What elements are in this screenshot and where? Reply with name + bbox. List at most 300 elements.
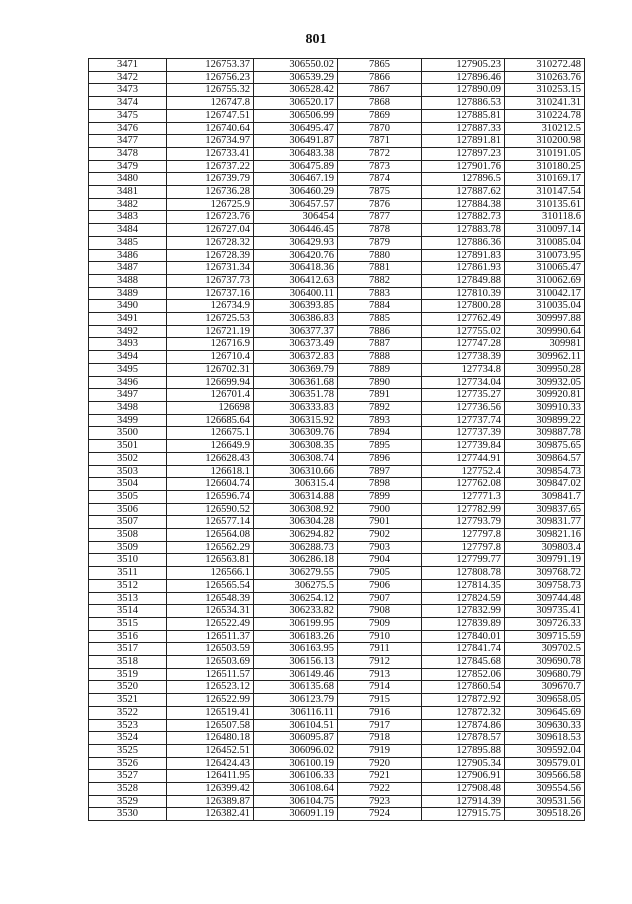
- coordinate-x-right: 127797.8: [422, 541, 505, 554]
- table-row: [89, 617, 585, 630]
- point-id-left: 3496: [89, 376, 167, 389]
- coordinate-y-left: 306104.51: [254, 719, 338, 732]
- table-row: [89, 401, 585, 414]
- coordinate-x-left: 126737.73: [167, 274, 254, 287]
- coordinate-x-left: 126723.76: [167, 211, 254, 224]
- coordinate-y-left: 306315.92: [254, 414, 338, 427]
- table-row: [89, 643, 585, 656]
- table-row: [89, 516, 585, 529]
- table-row: [89, 465, 585, 478]
- point-id-right: 7890: [338, 376, 422, 389]
- coordinate-y-left: 306149.46: [254, 668, 338, 681]
- coordinate-y-left: 306310.66: [254, 465, 338, 478]
- point-id-right: 7905: [338, 567, 422, 580]
- coordinate-y-right: 309735.41: [505, 605, 585, 618]
- table-row: [89, 427, 585, 440]
- coordinate-y-left: 306275.5: [254, 579, 338, 592]
- point-id-right: 7908: [338, 605, 422, 618]
- coordinate-y-right: 309910.33: [505, 401, 585, 414]
- coordinate-x-right: 127895.88: [422, 744, 505, 757]
- coordinate-y-left: 306308.92: [254, 503, 338, 516]
- coordinate-x-left: 126511.37: [167, 630, 254, 643]
- coordinate-x-right: 127887.33: [422, 122, 505, 135]
- point-id-right: 7884: [338, 300, 422, 313]
- table-row: [89, 668, 585, 681]
- coordinate-x-right: 127797.8: [422, 529, 505, 542]
- point-id-right: 7901: [338, 516, 422, 529]
- coordinate-y-right: 309831.77: [505, 516, 585, 529]
- point-id-left: 3502: [89, 452, 167, 465]
- point-id-right: 7888: [338, 351, 422, 364]
- coordinate-y-right: 309592.04: [505, 744, 585, 757]
- table-row: [89, 783, 585, 796]
- point-id-left: 3509: [89, 541, 167, 554]
- point-id-left: 3476: [89, 122, 167, 135]
- coordinate-y-left: 306400.11: [254, 287, 338, 300]
- coordinate-y-right: 309875.65: [505, 440, 585, 453]
- coordinate-y-left: 306135.68: [254, 681, 338, 694]
- coordinate-x-left: 126701.4: [167, 389, 254, 402]
- coordinate-y-left: 306386.83: [254, 313, 338, 326]
- coordinate-x-right: 127891.83: [422, 249, 505, 262]
- table-row: [89, 744, 585, 757]
- coordinate-x-left: 126618.1: [167, 465, 254, 478]
- coordinate-x-right: 127737.74: [422, 414, 505, 427]
- coordinate-y-right: 309726.33: [505, 617, 585, 630]
- table-row: [89, 84, 585, 97]
- coordinate-x-left: 126675.1: [167, 427, 254, 440]
- point-id-right: 7870: [338, 122, 422, 135]
- coordinate-y-left: 306412.63: [254, 274, 338, 287]
- point-id-right: 7896: [338, 452, 422, 465]
- coordinate-x-right: 127824.59: [422, 592, 505, 605]
- point-id-left: 3483: [89, 211, 167, 224]
- point-id-left: 3475: [89, 109, 167, 122]
- coordinate-x-left: 126566.1: [167, 567, 254, 580]
- coordinate-x-right: 127737.39: [422, 427, 505, 440]
- point-id-left: 3505: [89, 490, 167, 503]
- coordinate-x-right: 127832.99: [422, 605, 505, 618]
- point-id-right: 7871: [338, 135, 422, 148]
- point-id-right: 7907: [338, 592, 422, 605]
- coordinate-y-left: 306506.99: [254, 109, 338, 122]
- coordinate-x-right: 127887.62: [422, 186, 505, 199]
- point-id-right: 7921: [338, 770, 422, 783]
- coordinate-y-right: 310169.17: [505, 173, 585, 186]
- coordinate-y-right: 309837.65: [505, 503, 585, 516]
- point-id-right: 7922: [338, 783, 422, 796]
- point-id-right: 7883: [338, 287, 422, 300]
- point-id-right: 7889: [338, 363, 422, 376]
- coordinate-y-left: 306528.42: [254, 84, 338, 97]
- page-number: 801: [305, 32, 327, 47]
- point-id-left: 3504: [89, 478, 167, 491]
- table-row: [89, 97, 585, 110]
- coordinate-y-right: 309791.19: [505, 554, 585, 567]
- table-row: [89, 338, 585, 351]
- coordinate-y-left: 306104.75: [254, 795, 338, 808]
- coordinate-x-right: 127884.38: [422, 198, 505, 211]
- point-id-left: 3499: [89, 414, 167, 427]
- coordinate-x-left: 126519.41: [167, 706, 254, 719]
- point-id-right: 7915: [338, 694, 422, 707]
- point-id-right: 7906: [338, 579, 422, 592]
- coordinate-y-right: 309702.5: [505, 643, 585, 656]
- coordinate-x-left: 126699.94: [167, 376, 254, 389]
- point-id-right: 7904: [338, 554, 422, 567]
- coordinate-y-right: 309932.05: [505, 376, 585, 389]
- point-id-right: 7865: [338, 59, 422, 72]
- coordinate-y-right: 309554.56: [505, 783, 585, 796]
- table-row: [89, 630, 585, 643]
- coordinate-y-right: 309744.48: [505, 592, 585, 605]
- table-row: [89, 147, 585, 160]
- point-id-right: 7866: [338, 71, 422, 84]
- coordinate-y-right: 309847.02: [505, 478, 585, 491]
- point-id-left: 3474: [89, 97, 167, 110]
- coordinate-x-left: 126399.42: [167, 783, 254, 796]
- coordinate-y-left: 306183.26: [254, 630, 338, 643]
- coordinate-x-left: 126710.4: [167, 351, 254, 364]
- coordinate-x-right: 127878.57: [422, 732, 505, 745]
- coordinate-x-left: 126721.19: [167, 325, 254, 338]
- table-row: [89, 351, 585, 364]
- table-row: [89, 694, 585, 707]
- coordinate-x-right: 127861.93: [422, 262, 505, 275]
- coordinate-y-left: 306467.19: [254, 173, 338, 186]
- coordinate-y-right: 309768.72: [505, 567, 585, 580]
- coordinate-x-right: 127896.46: [422, 71, 505, 84]
- coordinate-x-right: 127814.35: [422, 579, 505, 592]
- table-row: [89, 567, 585, 580]
- coordinate-y-left: 306108.64: [254, 783, 338, 796]
- coordinate-y-left: 306233.82: [254, 605, 338, 618]
- table-row: [89, 490, 585, 503]
- coordinate-x-right: 127747.28: [422, 338, 505, 351]
- point-id-right: 7879: [338, 236, 422, 249]
- coordinate-y-left: 306308.74: [254, 452, 338, 465]
- table-row: [89, 313, 585, 326]
- table-row: [89, 656, 585, 669]
- point-id-left: 3529: [89, 795, 167, 808]
- table-row: [89, 541, 585, 554]
- point-id-right: 7873: [338, 160, 422, 173]
- table-row: [89, 300, 585, 313]
- coordinate-x-left: 126649.9: [167, 440, 254, 453]
- point-id-left: 3472: [89, 71, 167, 84]
- coordinate-x-left: 126503.69: [167, 656, 254, 669]
- table-row: [89, 274, 585, 287]
- coordinate-y-left: 306393.85: [254, 300, 338, 313]
- point-id-right: 7892: [338, 401, 422, 414]
- point-id-left: 3481: [89, 186, 167, 199]
- coordinate-x-right: 127901.76: [422, 160, 505, 173]
- point-id-left: 3493: [89, 338, 167, 351]
- coordinate-x-left: 126739.79: [167, 173, 254, 186]
- coordinate-y-left: 306351.78: [254, 389, 338, 402]
- point-id-left: 3490: [89, 300, 167, 313]
- coordinate-y-left: 306372.83: [254, 351, 338, 364]
- point-id-right: 7903: [338, 541, 422, 554]
- point-id-right: 7877: [338, 211, 422, 224]
- coordinate-y-right: 310200.98: [505, 135, 585, 148]
- point-id-left: 3517: [89, 643, 167, 656]
- point-id-right: 7919: [338, 744, 422, 757]
- point-id-left: 3519: [89, 668, 167, 681]
- point-id-left: 3515: [89, 617, 167, 630]
- point-id-left: 3528: [89, 783, 167, 796]
- coordinate-x-left: 126725.9: [167, 198, 254, 211]
- coordinate-y-left: 306377.37: [254, 325, 338, 338]
- coordinate-x-right: 127782.99: [422, 503, 505, 516]
- coordinate-x-right: 127872.92: [422, 694, 505, 707]
- point-id-right: 7882: [338, 274, 422, 287]
- coordinate-y-right: 309803.4: [505, 541, 585, 554]
- point-id-right: 7912: [338, 656, 422, 669]
- table-row: [89, 592, 585, 605]
- coordinate-x-right: 127890.09: [422, 84, 505, 97]
- coordinate-y-right: 310224.78: [505, 109, 585, 122]
- coordinate-x-left: 126728.32: [167, 236, 254, 249]
- coordinate-x-left: 126737.16: [167, 287, 254, 300]
- point-id-left: 3471: [89, 59, 167, 72]
- table-row: [89, 287, 585, 300]
- coordinate-y-right: 310180.25: [505, 160, 585, 173]
- coordinate-y-left: 306483.38: [254, 147, 338, 160]
- point-id-left: 3514: [89, 605, 167, 618]
- coordinate-y-left: 306520.17: [254, 97, 338, 110]
- coordinate-x-left: 126740.64: [167, 122, 254, 135]
- table-row: [89, 719, 585, 732]
- table-row: [89, 554, 585, 567]
- coordinate-y-left: 306491.87: [254, 135, 338, 148]
- point-id-right: 7876: [338, 198, 422, 211]
- point-id-left: 3524: [89, 732, 167, 745]
- point-id-left: 3473: [89, 84, 167, 97]
- coordinate-x-left: 126756.23: [167, 71, 254, 84]
- coordinate-y-right: 309821.16: [505, 529, 585, 542]
- coordinates-table: [88, 58, 585, 821]
- coordinate-y-right: 309981: [505, 338, 585, 351]
- coordinate-x-right: 127897.23: [422, 147, 505, 160]
- coordinate-y-left: 306163.95: [254, 643, 338, 656]
- coordinate-y-right: 310241.31: [505, 97, 585, 110]
- coordinate-y-left: 306286.18: [254, 554, 338, 567]
- coordinate-y-left: 306369.79: [254, 363, 338, 376]
- coordinate-y-left: 306315.4: [254, 478, 338, 491]
- point-id-left: 3525: [89, 744, 167, 757]
- point-id-right: 7880: [338, 249, 422, 262]
- coordinate-y-right: 309864.57: [505, 452, 585, 465]
- coordinate-x-left: 126698: [167, 401, 254, 414]
- coordinate-x-left: 126452.51: [167, 744, 254, 757]
- coordinate-x-left: 126685.64: [167, 414, 254, 427]
- coordinate-y-right: 310263.76: [505, 71, 585, 84]
- table-row: [89, 173, 585, 186]
- coordinate-x-left: 126604.74: [167, 478, 254, 491]
- coordinate-x-left: 126565.54: [167, 579, 254, 592]
- coordinate-x-right: 127736.56: [422, 401, 505, 414]
- point-id-left: 3522: [89, 706, 167, 719]
- point-id-left: 3518: [89, 656, 167, 669]
- coordinate-y-left: 306418.36: [254, 262, 338, 275]
- point-id-right: 7869: [338, 109, 422, 122]
- coordinate-y-right: 309887.78: [505, 427, 585, 440]
- point-id-right: 7894: [338, 427, 422, 440]
- coordinate-x-right: 127905.34: [422, 757, 505, 770]
- coordinate-x-right: 127734.04: [422, 376, 505, 389]
- point-id-left: 3477: [89, 135, 167, 148]
- table-row: [89, 135, 585, 148]
- table-row: [89, 71, 585, 84]
- coordinate-y-left: 306288.73: [254, 541, 338, 554]
- coordinate-x-left: 126522.49: [167, 617, 254, 630]
- coordinate-y-right: 309518.26: [505, 808, 585, 821]
- point-id-right: 7895: [338, 440, 422, 453]
- point-id-left: 3497: [89, 389, 167, 402]
- coordinate-y-left: 306116.11: [254, 706, 338, 719]
- table-row: [89, 186, 585, 199]
- point-id-left: 3521: [89, 694, 167, 707]
- coordinate-x-right: 127915.75: [422, 808, 505, 821]
- table-row: [89, 757, 585, 770]
- coordinate-y-left: 306460.29: [254, 186, 338, 199]
- coordinate-y-left: 306314.88: [254, 490, 338, 503]
- table-row: [89, 236, 585, 249]
- coordinate-y-right: 310118.6: [505, 211, 585, 224]
- point-id-left: 3510: [89, 554, 167, 567]
- coordinate-x-left: 126548.39: [167, 592, 254, 605]
- coordinate-y-left: 306361.68: [254, 376, 338, 389]
- coordinate-y-right: 310097.14: [505, 224, 585, 237]
- coordinate-y-left: 306100.19: [254, 757, 338, 770]
- point-id-left: 3527: [89, 770, 167, 783]
- coordinate-x-left: 126480.18: [167, 732, 254, 745]
- coordinate-y-left: 306294.82: [254, 529, 338, 542]
- table-row: [89, 795, 585, 808]
- table-row: [89, 59, 585, 72]
- coordinate-x-left: 126727.04: [167, 224, 254, 237]
- table-row: [89, 503, 585, 516]
- coordinate-y-left: 306550.02: [254, 59, 338, 72]
- coordinate-y-right: 309618.53: [505, 732, 585, 745]
- coordinate-x-left: 126734.97: [167, 135, 254, 148]
- coordinate-x-left: 126728.39: [167, 249, 254, 262]
- point-id-right: 7875: [338, 186, 422, 199]
- point-id-left: 3491: [89, 313, 167, 326]
- coordinate-x-left: 126755.32: [167, 84, 254, 97]
- coordinate-y-right: 309579.01: [505, 757, 585, 770]
- point-id-left: 3523: [89, 719, 167, 732]
- coordinate-y-left: 306091.19: [254, 808, 338, 821]
- coordinate-y-right: 309841.7: [505, 490, 585, 503]
- table-row: [89, 681, 585, 694]
- table-row: [89, 706, 585, 719]
- coordinate-x-right: 127734.8: [422, 363, 505, 376]
- coordinate-x-right: 127810.39: [422, 287, 505, 300]
- coordinate-x-right: 127872.32: [422, 706, 505, 719]
- point-id-right: 7886: [338, 325, 422, 338]
- coordinate-y-right: 309680.79: [505, 668, 585, 681]
- coordinate-y-right: 310065.47: [505, 262, 585, 275]
- coordinate-x-left: 126382.41: [167, 808, 254, 821]
- point-id-left: 3498: [89, 401, 167, 414]
- coordinate-y-right: 309670.7: [505, 681, 585, 694]
- coordinates-table-body: [89, 59, 585, 821]
- point-id-right: 7893: [338, 414, 422, 427]
- table-row: [89, 109, 585, 122]
- coordinate-y-left: 306156.13: [254, 656, 338, 669]
- coordinate-x-right: 127845.68: [422, 656, 505, 669]
- coordinate-x-left: 126577.14: [167, 516, 254, 529]
- coordinate-x-left: 126562.29: [167, 541, 254, 554]
- coordinate-y-right: 309920.81: [505, 389, 585, 402]
- coordinate-y-right: 310147.54: [505, 186, 585, 199]
- coordinate-x-right: 127841.74: [422, 643, 505, 656]
- table-row: [89, 414, 585, 427]
- coordinate-x-left: 126522.99: [167, 694, 254, 707]
- point-id-right: 7911: [338, 643, 422, 656]
- point-id-right: 7899: [338, 490, 422, 503]
- coordinate-x-right: 127800.28: [422, 300, 505, 313]
- point-id-left: 3500: [89, 427, 167, 440]
- table-row: [89, 478, 585, 491]
- table-row: [89, 529, 585, 542]
- coordinate-x-left: 126596.74: [167, 490, 254, 503]
- point-id-right: 7891: [338, 389, 422, 402]
- point-id-left: 3526: [89, 757, 167, 770]
- coordinate-x-right: 127762.49: [422, 313, 505, 326]
- coordinate-x-right: 127852.06: [422, 668, 505, 681]
- coordinate-x-left: 126523.12: [167, 681, 254, 694]
- coordinate-x-left: 126725.53: [167, 313, 254, 326]
- coordinate-y-right: 309854.73: [505, 465, 585, 478]
- point-id-left: 3479: [89, 160, 167, 173]
- coordinate-y-right: 310253.15: [505, 84, 585, 97]
- coordinate-y-right: 310062.69: [505, 274, 585, 287]
- point-id-right: 7916: [338, 706, 422, 719]
- coordinate-y-left: 306333.83: [254, 401, 338, 414]
- coordinate-y-right: 309997.88: [505, 313, 585, 326]
- point-id-left: 3494: [89, 351, 167, 364]
- point-id-right: 7872: [338, 147, 422, 160]
- table-row: [89, 160, 585, 173]
- point-id-right: 7920: [338, 757, 422, 770]
- coordinate-y-left: 306446.45: [254, 224, 338, 237]
- point-id-left: 3530: [89, 808, 167, 821]
- point-id-left: 3482: [89, 198, 167, 211]
- point-id-right: 7885: [338, 313, 422, 326]
- coordinate-x-right: 127744.91: [422, 452, 505, 465]
- coordinate-y-right: 309758.73: [505, 579, 585, 592]
- coordinate-y-left: 306429.93: [254, 236, 338, 249]
- coordinate-y-right: 310035.04: [505, 300, 585, 313]
- coordinate-x-left: 126731.34: [167, 262, 254, 275]
- point-id-left: 3484: [89, 224, 167, 237]
- coordinate-x-right: 127886.53: [422, 97, 505, 110]
- point-id-left: 3486: [89, 249, 167, 262]
- coordinate-y-right: 309630.33: [505, 719, 585, 732]
- point-id-right: 7898: [338, 478, 422, 491]
- coordinate-x-right: 127849.88: [422, 274, 505, 287]
- point-id-left: 3511: [89, 567, 167, 580]
- coordinate-y-left: 306123.79: [254, 694, 338, 707]
- coordinate-y-right: 309962.11: [505, 351, 585, 364]
- coordinate-y-right: 309950.28: [505, 363, 585, 376]
- point-id-right: 7887: [338, 338, 422, 351]
- coordinate-y-right: 309715.59: [505, 630, 585, 643]
- coordinate-x-left: 126389.87: [167, 795, 254, 808]
